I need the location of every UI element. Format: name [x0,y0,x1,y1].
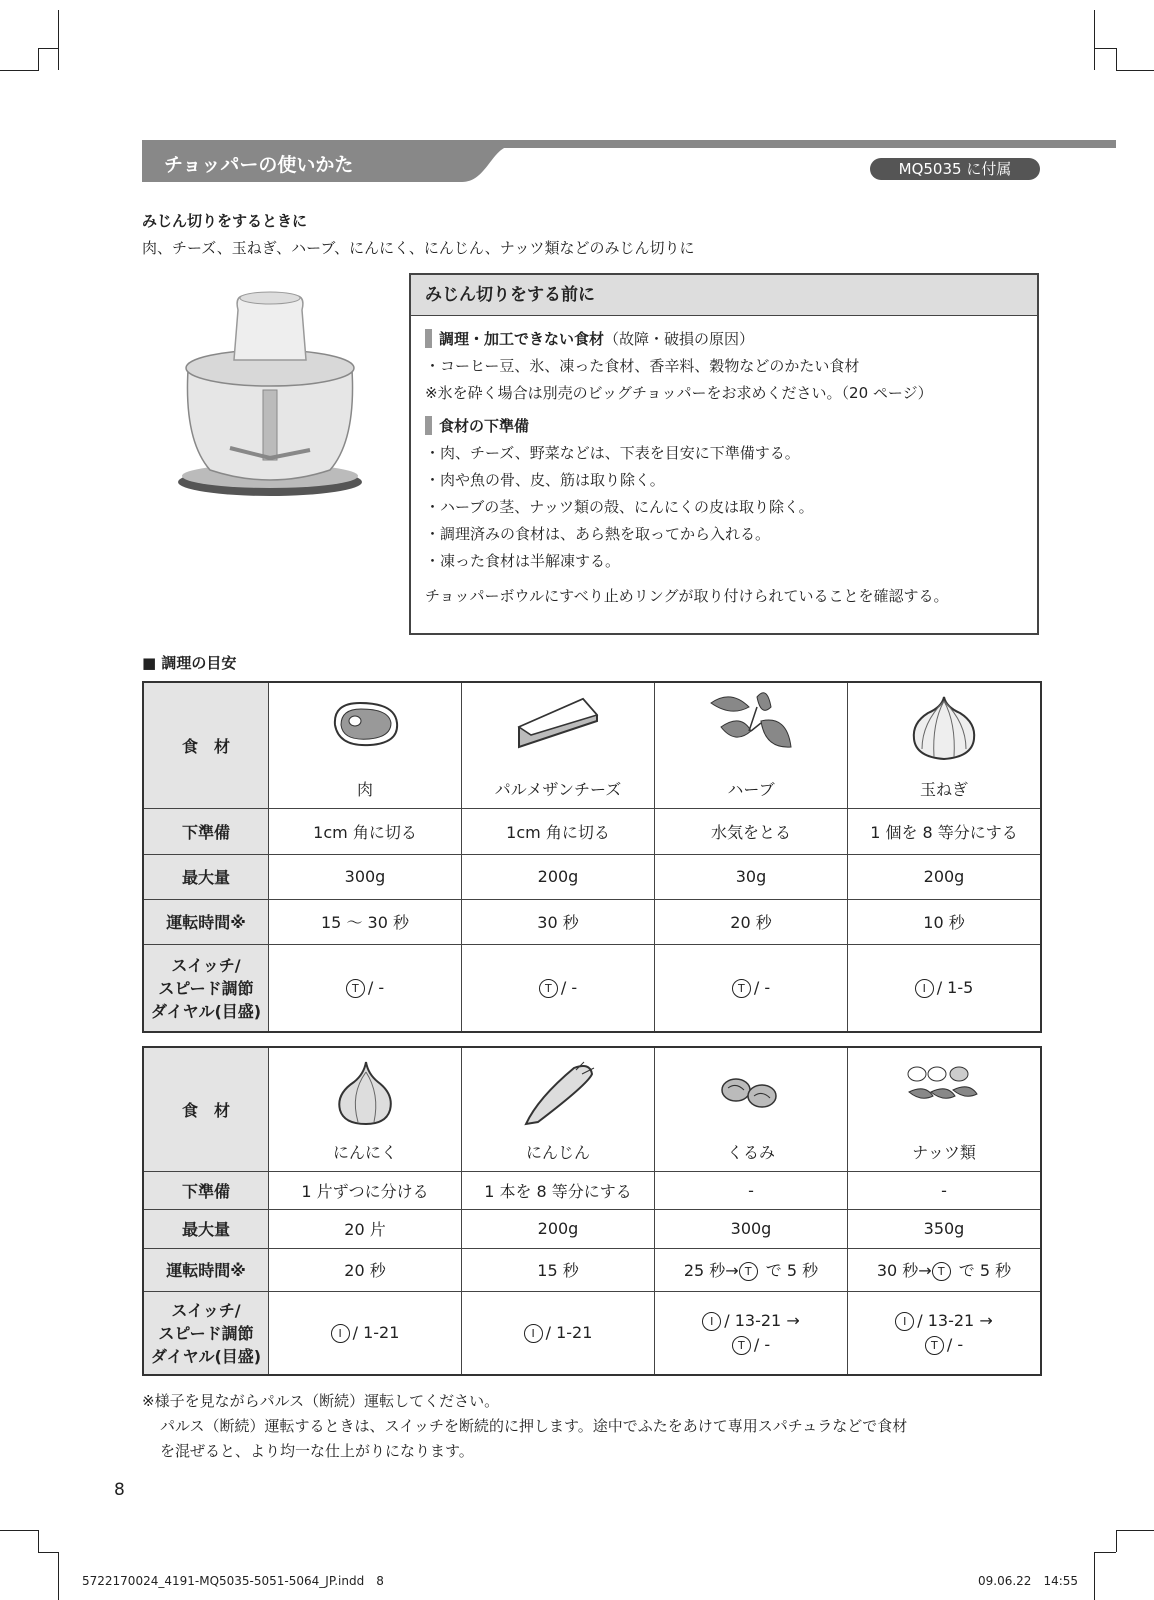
switch-setting: / 13-21 → [917,1310,993,1330]
switch-setting: / - [753,1334,771,1354]
prep-cell: 1 個を 8 等分にする [848,808,1042,854]
food-name: ナッツ類 [912,1142,976,1162]
crop-mark [38,48,58,49]
section-marker [425,416,432,435]
row-header-switch [143,1291,269,1375]
row-header-food: 食 材 [143,682,269,808]
food-name: ハーブ [727,779,775,799]
crop-mark [38,48,39,71]
switch-setting: / - [946,1334,964,1354]
time-cell: 20 秒 [269,1248,462,1291]
max-cell: 350g [848,1209,1042,1248]
max-cell: 200g [462,1209,655,1248]
meat-icon [325,693,405,753]
section-title: チョッパーの使いかた [164,154,354,176]
time-pre: 30 秒→ [876,1261,932,1280]
switch-cell [848,944,1042,1032]
sec1-note: （故障・破損の原因） [604,330,755,348]
crop-mark [0,1530,38,1531]
switch-setting: / 1-5 [936,977,974,997]
crop-mark [58,1552,59,1600]
switch-cell [655,1291,848,1375]
max-cell: 200g [848,854,1042,899]
food-cell [462,682,655,808]
time-cell: 30 秒 [462,899,655,944]
switch-symbol-icon: T [739,1262,758,1281]
crop-mark [1094,1552,1116,1553]
sec2-line: ・ハーブの茎、ナッツ類の殻、にんにくの皮は取り除く。 [425,498,814,516]
row-header-time: 運転時間※ [143,899,269,944]
switch-symbol-icon: T [732,1336,751,1355]
sec1-line: ※氷を砕く場合は別売のビッグチョッパーをお求めください。（20 ページ） [425,384,933,402]
switch-cell [462,944,655,1032]
row-header-max: 最大量 [143,854,269,899]
intro-text: 肉、チーズ、玉ねぎ、ハーブ、にんにく、にんじん、ナッツ類などのみじん切りに [142,239,695,257]
crop-mark [38,1552,58,1553]
carrot-icon [518,1058,598,1128]
time-cell [848,1248,1042,1291]
food-cell [269,682,462,808]
food-name: くるみ [726,1142,775,1162]
box-title: みじん切りをする前に [411,275,1037,316]
guide-heading: ■ 調理の目安 [142,654,237,672]
time-cell: 15 秒 [462,1248,655,1291]
nuts-icon [899,1062,989,1112]
before-chopping-box [409,273,1039,635]
section-marker [425,329,432,348]
sec1-title: 調理・加工できない食材 [439,330,605,348]
switch-symbol-icon: T [732,979,751,998]
switch-cell [848,1291,1042,1375]
crop-mark [1116,1530,1154,1531]
food-name: にんにく [332,1142,397,1162]
max-cell: 200g [462,854,655,899]
switch-cell [462,1291,655,1375]
time-cell: 10 秒 [848,899,1042,944]
sec2-title: 食材の下準備 [439,417,530,435]
row-header-prep: 下準備 [143,1171,269,1209]
switch-label-line: ダイヤル(目盛) [150,1347,262,1367]
max-cell: 30g [655,854,848,899]
switch-cell [269,1291,462,1375]
prep-cell: - [655,1171,848,1209]
food-cell [848,1047,1042,1171]
footnote-line: を混ぜると、より均一な仕上がりになります。 [160,1442,474,1460]
switch-symbol-icon: T [346,979,365,998]
time-cell [655,1248,848,1291]
sec1-line: ・コーヒー豆、氷、凍った食材、香辛料、穀物などのかたい食材 [425,357,860,375]
switch-cell [655,944,848,1032]
row-header-food: 食 材 [143,1047,269,1171]
prohibited-foods-heading [425,328,1025,349]
onion-icon [904,693,984,763]
switch-setting: / - [753,977,771,997]
page-number: 8 [114,1480,125,1500]
switch-setting: / 1-21 [545,1322,593,1342]
food-cell [655,682,848,808]
time-pre: 25 秒→ [683,1261,739,1280]
switch-label-line: スイッチ/ [171,956,241,976]
footnote-line: ※様子を見ながらパルス（断続）運転してください。 [142,1392,500,1410]
crop-mark [1094,10,1095,70]
subheading: みじん切りをするときに [142,212,308,230]
time-post: で 5 秒 [760,1261,819,1280]
sec2-line: ・凍った食材は半解凍する。 [425,552,621,570]
max-cell: 300g [269,854,462,899]
crop-mark [1094,1552,1095,1600]
closing-note: チョッパーボウルにすべり止めリングが取り付けられていることを確認する。 [425,587,949,605]
food-cell [848,682,1042,808]
switch-symbol-icon: T [925,1336,944,1355]
switch-symbol-icon: T [932,1262,951,1281]
row-header-switch [143,944,269,1032]
food-cell [462,1047,655,1171]
walnut-icon [716,1068,786,1118]
switch-symbol-icon: T [539,979,558,998]
sec2-line: ・肉や魚の骨、皮、筋は取り除く。 [425,471,665,489]
switch-label-line: スピード調節 [158,1324,254,1344]
prep-cell: 1cm 角に切る [269,808,462,854]
time-post: で 5 秒 [953,1261,1012,1280]
time-cell: 20 秒 [655,899,848,944]
switch-setting: / 13-21 → [724,1310,800,1330]
row-header-prep: 下準備 [143,808,269,854]
crop-mark [0,70,38,71]
switch-symbol-icon: I [331,1324,350,1343]
prep-cell: 1 本を 8 等分にする [462,1171,655,1209]
crop-mark [1116,1530,1117,1552]
switch-symbol-icon: I [524,1324,543,1343]
sec2-line: ・調理済みの食材は、あら熱を取ってから入れる。 [425,525,771,543]
switch-label-line: スピード調節 [158,979,254,999]
switch-symbol-icon: I [915,979,934,998]
food-name: 玉ねぎ [919,779,968,799]
switch-label-line: ダイヤル(目盛) [150,1002,262,1022]
file-name: 5722170024_4191-MQ5035-5051-5064_JP.indd 8 [82,1574,384,1588]
switch-symbol-icon: I [895,1312,914,1331]
food-name: にんじん [525,1142,590,1162]
switch-symbol-icon: I [702,1312,721,1331]
prep-cell: 水気をとる [655,808,848,854]
prep-cell: - [848,1171,1042,1209]
food-cell [269,1047,462,1171]
prep-cell: 1 片ずつに分ける [269,1171,462,1209]
guide-table-1 [142,681,1042,1033]
sec2-line: ・肉、チーズ、野菜などは、下表を目安に下準備する。 [425,444,800,462]
timestamp: 09.06.22 14:55 [978,1574,1079,1588]
cheese-icon [513,693,603,753]
max-cell: 20 片 [269,1209,462,1248]
footnote-line: パルス（断続）運転するときは、スイッチを断続的に押します。途中でふたをあけて専用スパチュラなどで食材 [160,1417,908,1435]
row-header-max: 最大量 [143,1209,269,1248]
herb-icon [701,687,801,767]
row-header-time: 運転時間※ [143,1248,269,1291]
prep-cell: 1cm 角に切る [462,808,655,854]
chopper-illustration [170,290,370,505]
prep-heading [425,415,1025,436]
crop-mark [58,10,59,70]
time-cell: 15 〜 30 秒 [269,899,462,944]
model-badge: MQ5035 に付属 [870,158,1040,180]
switch-label-line: スイッチ/ [171,1301,241,1321]
crop-mark [1094,48,1116,49]
max-cell: 300g [655,1209,848,1248]
garlic-icon [330,1058,400,1128]
crop-mark [1116,48,1117,71]
food-name: 肉 [356,779,373,799]
food-cell [655,1047,848,1171]
switch-cell [269,944,462,1032]
switch-setting: / - [367,977,385,997]
switch-setting: / 1-21 [352,1322,400,1342]
crop-mark [38,1530,39,1552]
switch-setting: / - [560,977,578,997]
crop-mark [1116,70,1154,71]
guide-table-2 [142,1046,1042,1376]
food-name: パルメザンチーズ [494,779,622,799]
